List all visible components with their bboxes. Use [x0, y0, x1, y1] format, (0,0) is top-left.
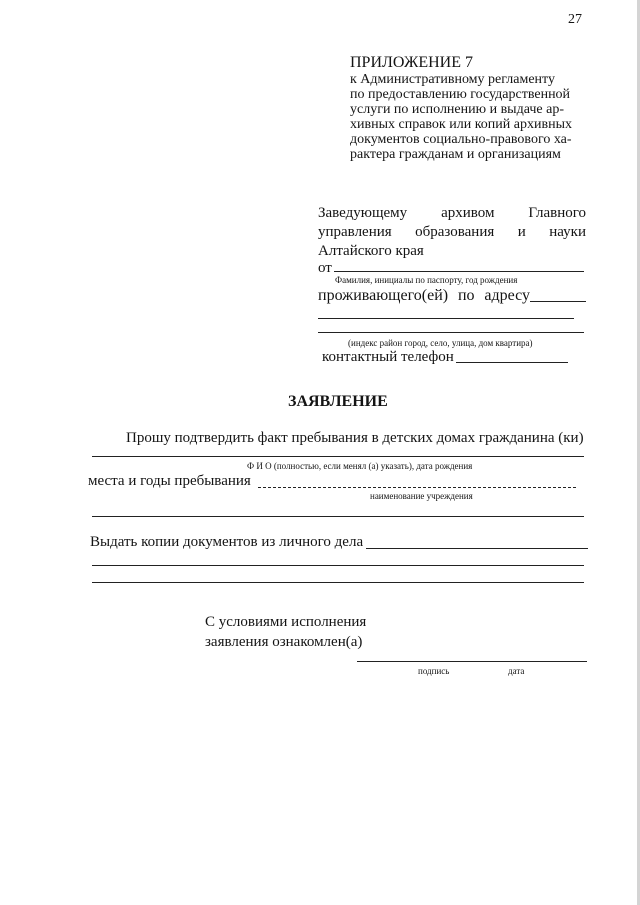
copies-field-line[interactable] [366, 548, 588, 549]
addressee-word: Главного [528, 205, 586, 221]
page-number: 27 [568, 12, 582, 27]
copies-field-line-2[interactable] [92, 565, 584, 566]
appendix-line: к Административному регламенту [350, 72, 555, 87]
appendix-title: ПРИЛОЖЕНИЕ 7 [350, 54, 474, 71]
from-field-line[interactable] [334, 271, 584, 272]
address-field-line-3[interactable] [318, 332, 584, 333]
places-field-line-2[interactable] [92, 516, 584, 517]
phone-label: контактный телефон [322, 349, 454, 365]
copies-field-line-3[interactable] [92, 582, 584, 583]
fio-field-line[interactable] [92, 456, 584, 457]
addressee-word: и [517, 224, 526, 240]
signature-date-line[interactable] [357, 661, 587, 662]
addressee-word: архивом [441, 205, 495, 221]
appendix-line: услуги по исполнению и выдаче ар- [350, 102, 564, 117]
fio-caption: Ф И О (полностью, если менял (а) указать), дата рождения [247, 461, 473, 471]
places-label: места и годы пребывания [88, 473, 251, 489]
address-field-line-2[interactable] [318, 318, 574, 319]
date-caption: дата [508, 666, 525, 676]
addressee-word: образования [415, 224, 495, 240]
addressee-line-1 [318, 205, 586, 222]
appendix-line: рактера гражданам и организациям [350, 147, 561, 162]
addressee-word: Заведующему [318, 205, 408, 221]
copies-label: Выдать копии документов из личного дела [90, 534, 364, 550]
from-caption: Фамилия, инициалы по паспорту, год рождения [335, 275, 518, 285]
addressee-line-2 [318, 224, 586, 241]
appendix-line: хивных справок или копий архивных [350, 117, 572, 132]
residing-word: проживающего(ей) [318, 287, 449, 304]
appendix-line: документов социально-правового ха- [350, 132, 572, 147]
appendix-line: по предоставлению государственной [350, 87, 571, 102]
request-text: Прошу подтвердить факт пребывания в детских домах гражданина (ки) [126, 430, 584, 446]
document-title: ЗАЯВЛЕНИЕ [288, 393, 388, 410]
addressee-word: управления [318, 224, 392, 240]
institution-caption: наименование учреждения [370, 491, 473, 501]
residing-label [318, 287, 530, 305]
phone-field-line[interactable] [456, 362, 568, 363]
addressee-region: Алтайского края [318, 243, 424, 259]
places-field-line[interactable] [258, 487, 576, 488]
residing-word: адресу [484, 287, 530, 304]
residing-word: по [457, 287, 475, 304]
address-caption: (индекс район город, село, улица, дом квартира) [348, 338, 533, 348]
address-field-line-1[interactable] [530, 301, 586, 302]
ack-line: С условиями исполнения [205, 614, 367, 630]
ack-line: заявления ознакомлен(а) [205, 634, 363, 650]
from-label: от [318, 260, 332, 276]
signature-caption: подпись [418, 666, 450, 676]
addressee-word: науки [549, 224, 586, 240]
